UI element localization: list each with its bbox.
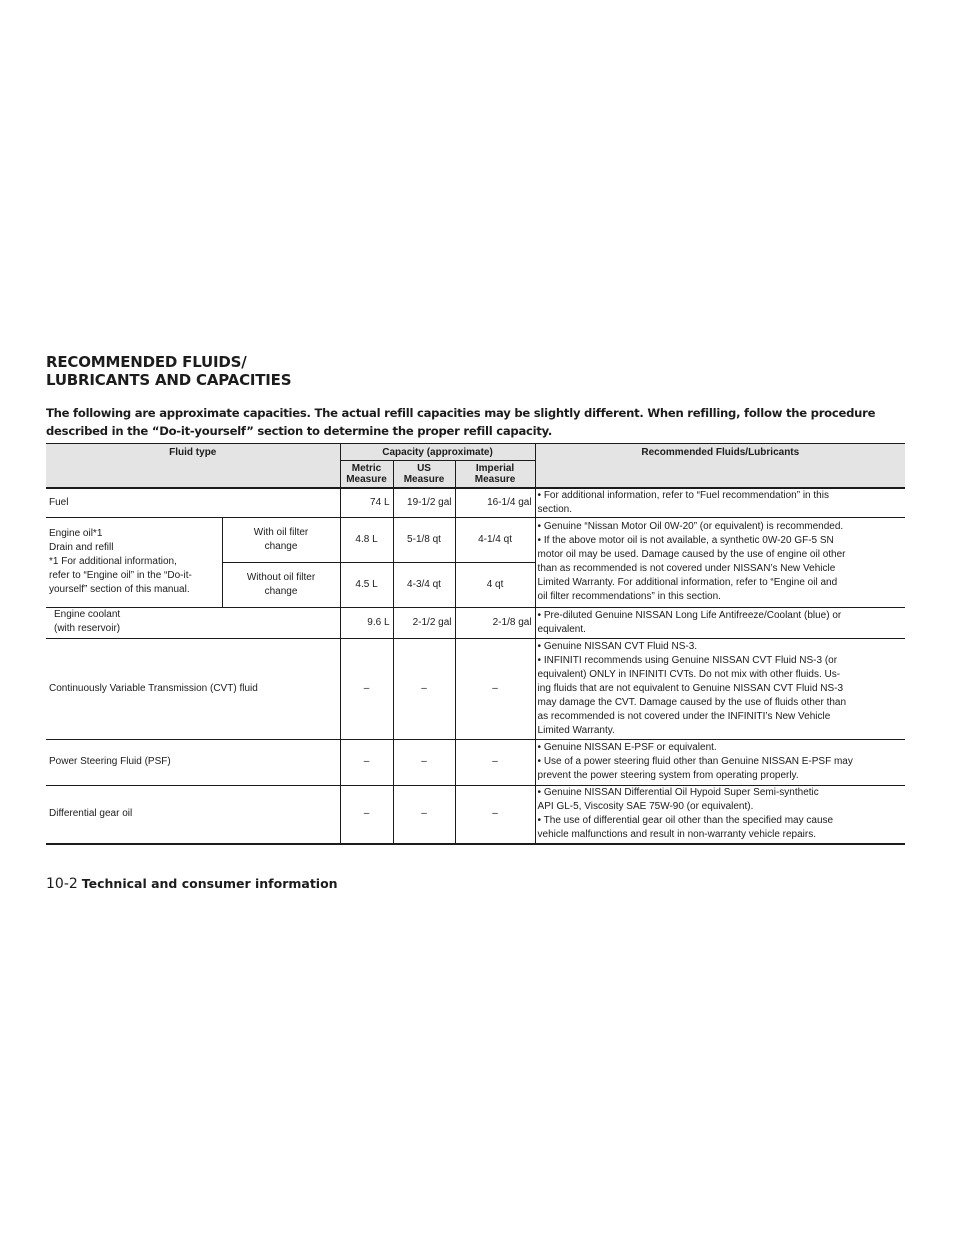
engine-oil-without-filter-imperial: 4 qt [455,562,535,607]
page-number: 10-2 [46,876,78,892]
table-row-engine-oil-with-filter [46,517,905,562]
coolant-metric: 9.6 L [340,607,393,638]
diff-us: – [393,785,455,844]
psf-metric: – [340,739,393,785]
table-row-engine-coolant [46,607,905,638]
engine-oil-with-filter-us: 5-1/8 qt [393,517,455,562]
engine-oil-recommendation: • Genuine “Nissan Motor Oil 0W-20” (or equivalent) is recommended. • If the above motor oil is not available, a synthetic 0W-20 GF-5 SN motor oil may be used. Damage caused by the use of engine oil other than as recommended is not covered under NISSAN’s New Vehicle Limited Warranty. For additional information, refer to “Engine oil and oil filter recommendations” in this section. [535,517,905,607]
section-heading-line-1: RECOMMENDED FLUIDS/ [46,353,247,371]
cvt-recommendation: • Genuine NISSAN CVT Fluid NS-3. • INFINITI recommends using Genuine NISSAN CVT Fluid NS-3 (or equivalent) ONLY in INFINITI CVTs. Do not mix with other fluids. Us- ing fluids that are not equivalent to Genuine NISSAN CVT Fluid NS-3 may damage the CVT. Damage caused by the use of fluids other than as recommended is not covered under the INFINITI’s New Vehicle Limited Warranty. [535,638,905,739]
fuel-us: 19-1/2 gal [393,488,455,518]
header-recommended: Recommended Fluids/Lubricants [535,444,905,488]
fuel-metric: 74 L [340,488,393,518]
section-heading [46,353,291,389]
coolant-name: Engine coolant (with reservoir) [46,607,340,638]
psf-imperial: – [455,739,535,785]
header-fluid-type: Fluid type [46,444,340,488]
header-metric: Metric Measure [340,461,393,488]
diff-name: Differential gear oil [46,785,340,844]
header-imperial: Imperial Measure [455,461,535,488]
psf-recommendation: • Genuine NISSAN E-PSF or equivalent. • Use of a power steering fluid other than Genuine NISSAN E-PSF may prevent the power steering system from operating properly. [535,739,905,785]
cvt-metric: – [340,638,393,739]
diff-metric: – [340,785,393,844]
coolant-us: 2-1/2 gal [393,607,455,638]
table-row-power-steering-fluid [46,739,905,785]
header-us: US Measure [393,461,455,488]
fuel-recommendation: • For additional information, refer to “Fuel recommendation” in this section. [535,488,905,518]
engine-oil-without-filter-metric: 4.5 L [340,562,393,607]
fuel-imperial: 16-1/4 gal [455,488,535,518]
table-row-differential-gear-oil [46,785,905,844]
fuel-name: Fuel [46,488,340,518]
diff-recommendation: • Genuine NISSAN Differential Oil Hypoid Super Semi-synthetic API GL-5, Viscosity SAE 75W-90 (or equivalent). • The use of differential gear oil other than the specified may cause vehicle malfunctions and result in non-warranty vehicle repairs. [535,785,905,844]
fluid-capacities-table [46,443,905,845]
section-title: Technical and consumer information [81,876,338,891]
table-row-fuel [46,488,905,518]
engine-oil-without-filter-us: 4-3/4 qt [393,562,455,607]
engine-oil-with-filter-metric: 4.8 L [340,517,393,562]
engine-oil-without-filter-label: Without oil filter change [222,562,340,607]
psf-us: – [393,739,455,785]
header-capacity: Capacity (approximate) [340,444,535,461]
psf-name: Power Steering Fluid (PSF) [46,739,340,785]
engine-oil-with-filter-label: With oil filter change [222,517,340,562]
page-footer [46,876,338,896]
diff-imperial: – [455,785,535,844]
coolant-imperial: 2-1/8 gal [455,607,535,638]
coolant-recommendation: • Pre-diluted Genuine NISSAN Long Life Antifreeze/Coolant (blue) or equivalent. [535,607,905,638]
table-header-row [46,444,905,461]
engine-oil-with-filter-imperial: 4-1/4 qt [455,517,535,562]
engine-oil-name: Engine oil*1 Drain and refill *1 For additional information, refer to “Engine oil” in the “Do-it- yourself” section of this manual. [46,517,222,607]
table-row-cvt-fluid [46,638,905,739]
intro-paragraph: The following are approximate capacities. The actual refill capacities may be slightly different. When refilling, follow the procedure described in the “Do-it-yourself” section to determine the proper refill capacity. [46,406,876,438]
cvt-name: Continuously Variable Transmission (CVT) fluid [46,638,340,739]
section-heading-line-2: LUBRICANTS AND CAPACITIES [46,371,292,389]
cvt-imperial: – [455,638,535,739]
cvt-us: – [393,638,455,739]
